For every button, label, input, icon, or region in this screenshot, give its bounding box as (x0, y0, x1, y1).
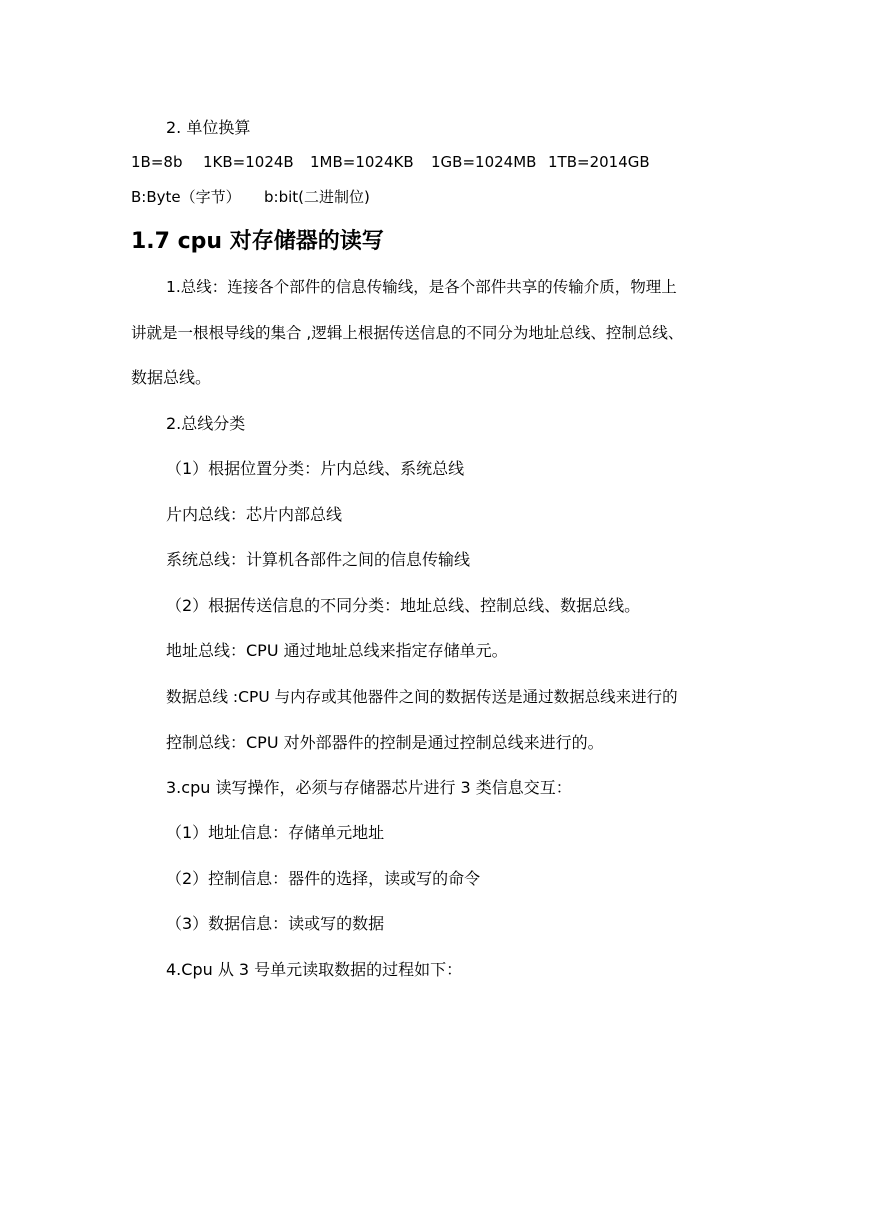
read-process-heading: 4.Cpu 从 3 号单元读取数据的过程如下： (166, 960, 463, 979)
conversion-tb: 1TB=2014GB (548, 153, 650, 171)
section-title: 1.7 cpu 对存储器的读写 (131, 229, 384, 254)
rw-ops-item-3: （3）数据信息：读或写的数据 (166, 914, 385, 933)
conversion-mb: 1MB=1024KB (310, 153, 414, 171)
rw-ops-item-1: （1）地址信息：存储单元地址 (166, 823, 385, 842)
data-bus: 数据总线 :CPU 与内存或其他器件之间的数据传送是通过数据总线来进行的 (166, 688, 678, 706)
bit-note: b:bit(二进制位) (264, 188, 370, 206)
rw-ops-item-2: （2）控制信息：器件的选择，读或写的命令 (166, 869, 481, 888)
conversion-gb: 1GB=1024MB (431, 153, 537, 171)
unit-conversion-heading: 2. 单位换算 (166, 118, 251, 137)
byte-note: B:Byte（字节） (131, 188, 241, 206)
bus-intro-line-3: 数据总线。 (131, 368, 212, 387)
bus-by-position: （1）根据位置分类：片内总线、系统总线 (166, 459, 465, 478)
system-bus: 系统总线：计算机各部件之间的信息传输线 (166, 550, 471, 569)
on-chip-bus: 片内总线：芯片内部总线 (166, 505, 343, 524)
bus-types-heading: 2.总线分类 (166, 414, 246, 433)
control-bus: 控制总线：CPU 对外部器件的控制是通过控制总线来进行的。 (166, 733, 604, 752)
bus-intro-line-2: 讲就是一根根导线的集合 ,逻辑上根据传送信息的不同分为地址总线、控制总线、 (131, 324, 684, 342)
rw-ops-heading: 3.cpu 读写操作，必须与存储器芯片进行 3 类信息交互： (166, 778, 572, 797)
conversion-byte: 1B=8b (131, 153, 183, 171)
conversion-kb: 1KB=1024B (203, 153, 294, 171)
bus-by-info: （2）根据传送信息的不同分类：地址总线、控制总线、数据总线。 (166, 596, 641, 615)
bus-intro-line-1: 1.总线：连接各个部件的信息传输线，是各个部件共享的传输介质，物理上 (166, 278, 677, 296)
address-bus: 地址总线：CPU 通过地址总线来指定存储单元。 (166, 641, 508, 660)
